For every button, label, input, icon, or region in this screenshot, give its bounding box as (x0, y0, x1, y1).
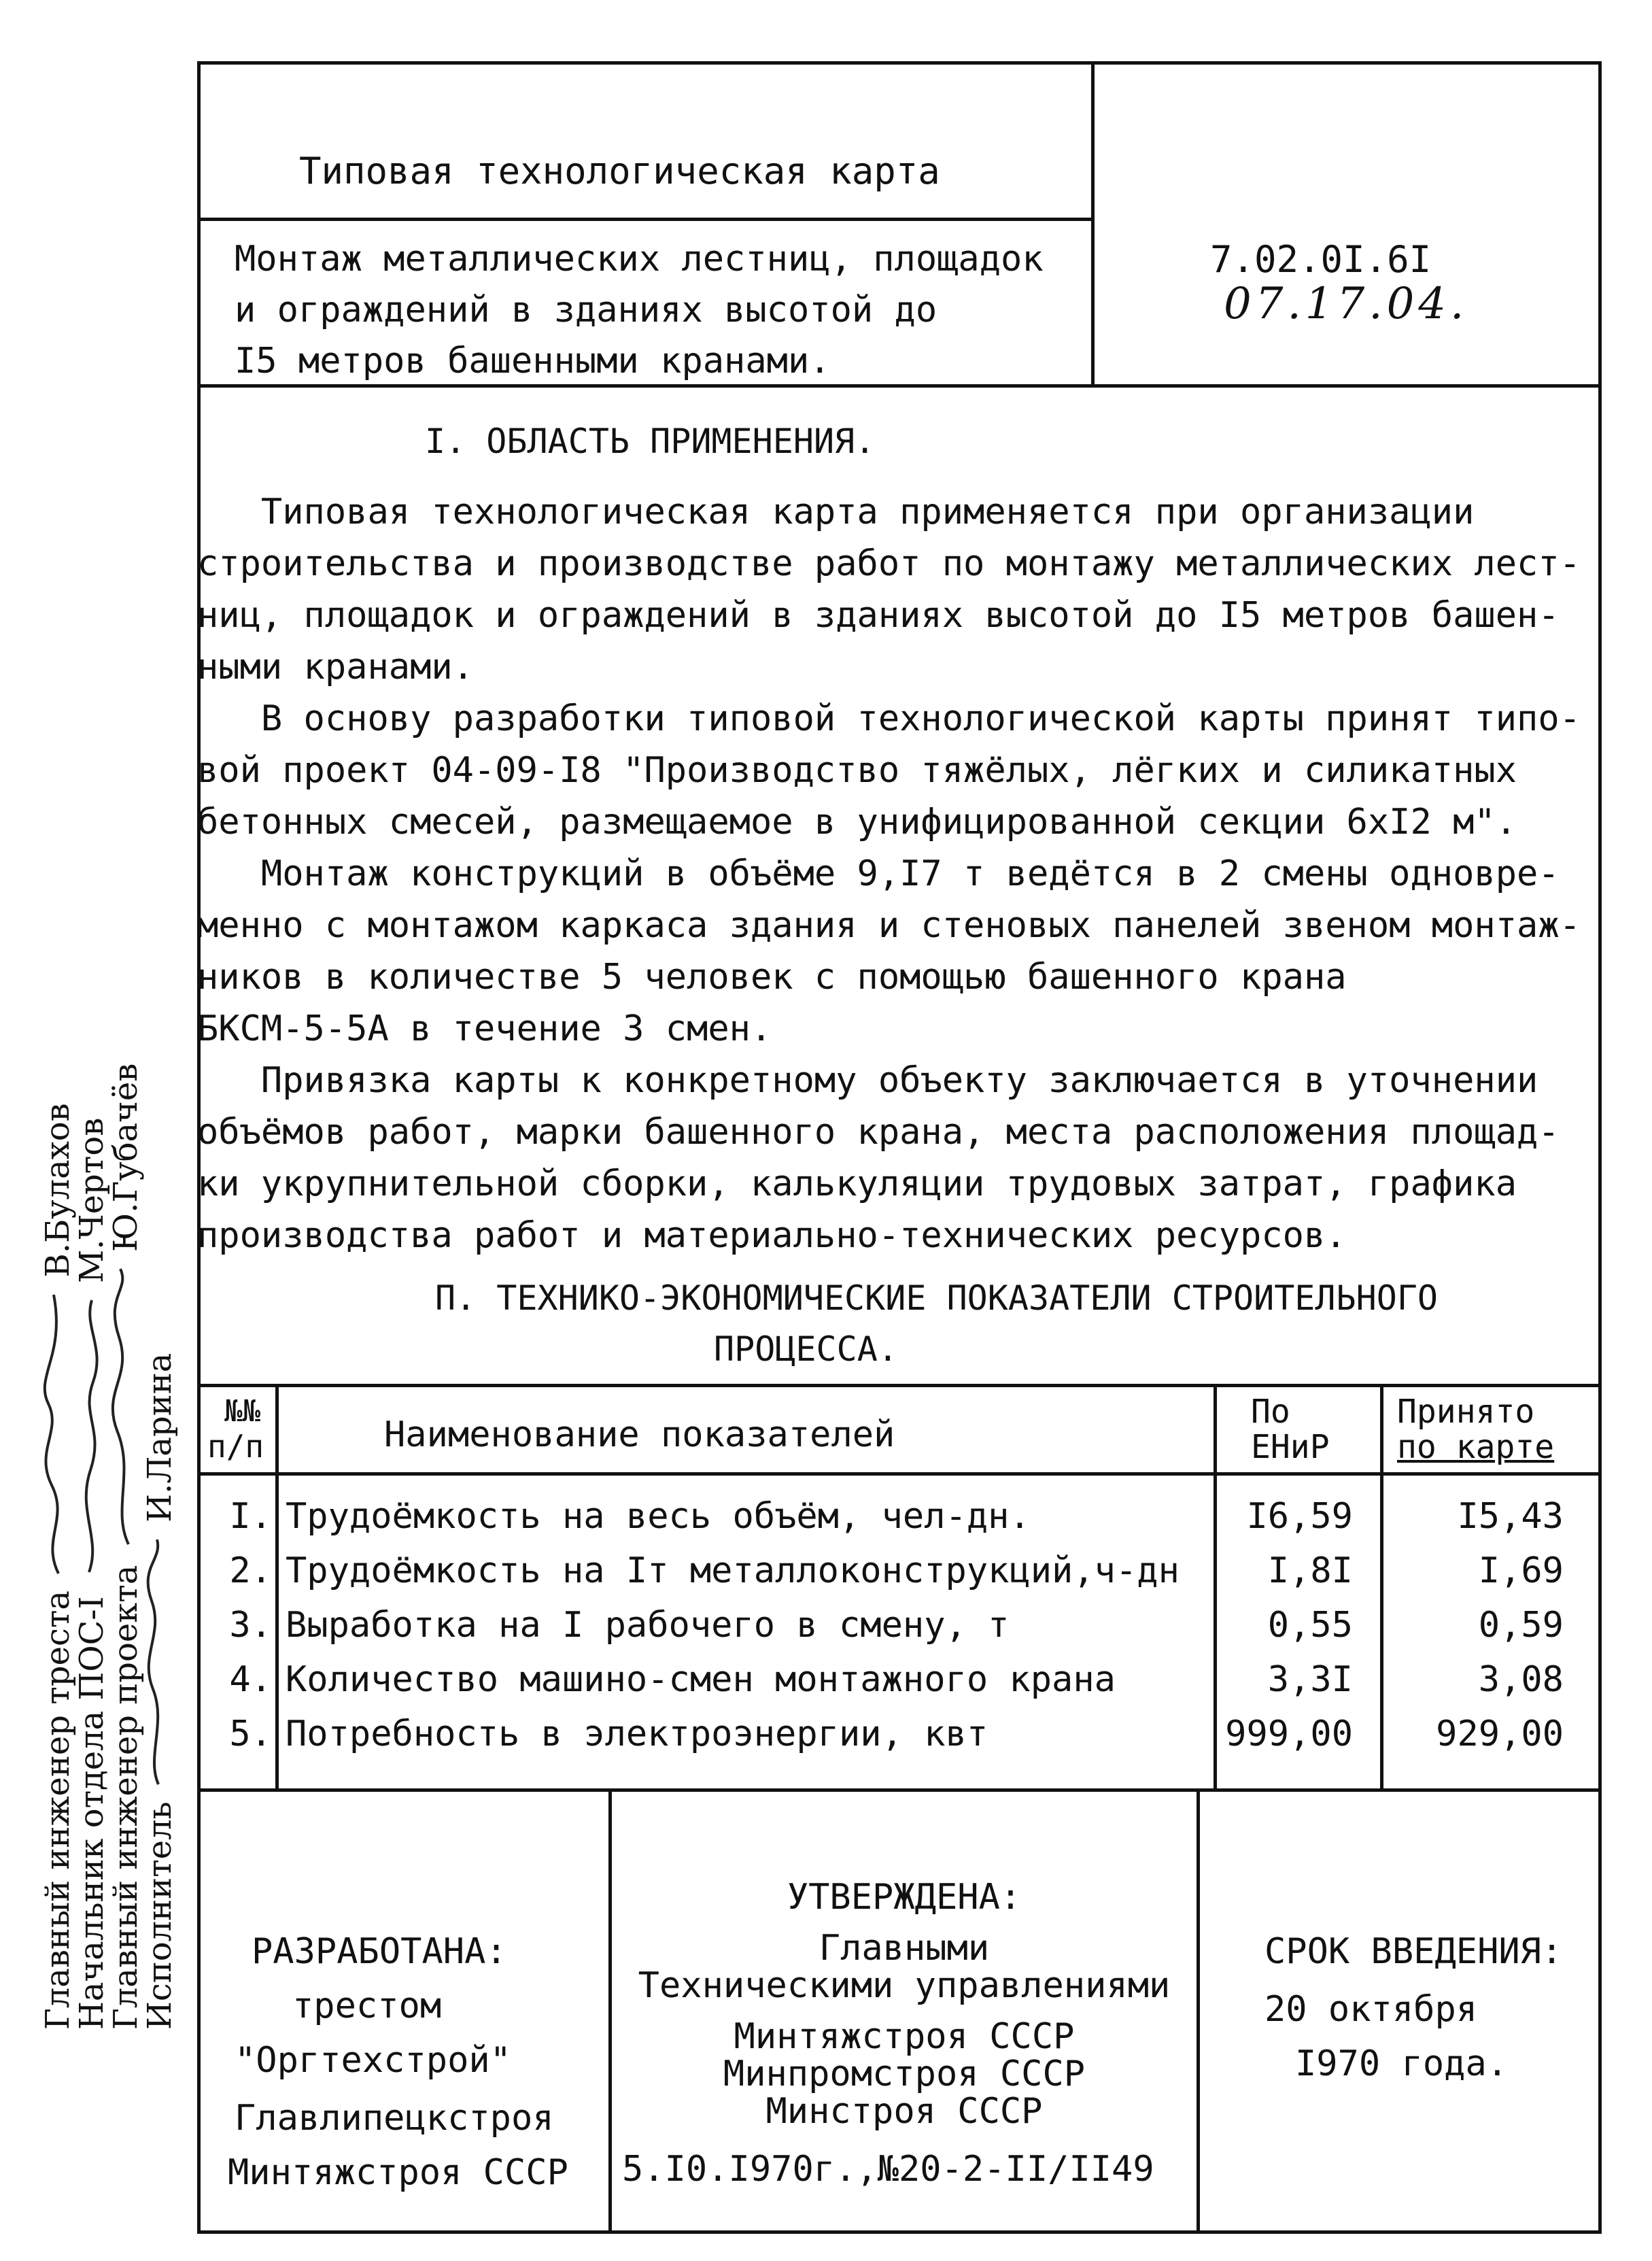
signature-block (41, 1064, 177, 2030)
signature-role-3: Главный инженер проекта (107, 1565, 145, 2030)
header-vertical-divider (1091, 61, 1095, 388)
table-row-5-enir: 999,00 (1225, 1714, 1353, 1754)
table-row-2-no: 2. (229, 1550, 272, 1591)
signature-role-4: Исполнитель (141, 1801, 179, 2030)
table-row-4-no: 4. (229, 1659, 272, 1700)
table-header-name: Наименование показателей (384, 1414, 895, 1455)
table-row-1-no: I. (229, 1496, 272, 1537)
footer-approved-line-2: Техническими управлениями (638, 1965, 1171, 2006)
footer-approved-title: УТВЕРЖДЕНА: (787, 1877, 1022, 1918)
footer-developed-line-1: трестом (292, 1986, 442, 2026)
table-row-3-name: Выработка на I рабочего в смену, т (286, 1605, 1010, 1646)
table-row-2-enir: I,8I (1267, 1550, 1353, 1591)
doc-title-line-3: I5 метров башенными кранами. (235, 341, 831, 381)
table-row-4-enir: 3,3I (1267, 1659, 1353, 1700)
table-row-2-card: I,69 (1478, 1550, 1564, 1591)
signature-name-2: М.Чертов (73, 1117, 111, 1283)
table-row-4-card: 3,08 (1478, 1659, 1564, 1700)
table-header-enir-1: По (1251, 1393, 1290, 1431)
footer-approved-date-number: 5.I0.I970г.,№20-2-II/II49 (622, 2149, 1154, 2190)
signature-role-1: Главный инженер треста (39, 1590, 77, 2030)
signature-row-3 (109, 1064, 143, 2030)
table-row-3-enir: 0,55 (1267, 1605, 1353, 1646)
signature-row-2 (75, 1064, 109, 2030)
footer-approved-line-5: Минстроя СССР (765, 2091, 1043, 2132)
signature-name-3: Ю.Губачёв (107, 1063, 145, 1252)
table-row-1-name: Трудоёмкость на весь объём, чел-дн. (286, 1496, 1031, 1537)
footer-approved-line-4: Минпромстроя СССР (723, 2054, 1086, 2094)
footer-effective-title: СРОК ВВЕДЕНИЯ: (1264, 1931, 1563, 1972)
doc-code: 7.02.0I.6I (1210, 238, 1432, 281)
table-row-4-name: Количество машино-смен монтажного крана (286, 1659, 1116, 1700)
footer-developed-line-3: Главлипецкстроя (235, 2098, 554, 2139)
footer-effective-line-1: 20 октября (1264, 1989, 1478, 2030)
signature-handwriting-3 (109, 1262, 143, 1554)
footer-developed-title: РАЗРАБОТАНА: (252, 1931, 507, 1972)
signature-row-1 (41, 1064, 75, 2030)
section2-heading-line-2: ПРОЦЕССА. (714, 1329, 898, 1369)
table-row-5-card: 929,00 (1436, 1714, 1564, 1754)
signature-name-1: В.Булахов (39, 1103, 77, 1278)
signature-handwriting-1 (41, 1288, 75, 1580)
doc-type: Типовая технологическая карта (299, 150, 940, 192)
table-bottom-border (197, 1788, 1602, 1792)
table-row-3-card: 0,59 (1478, 1605, 1564, 1646)
table-header-card-2: по карте (1397, 1428, 1555, 1466)
table-top-border (197, 1384, 1602, 1387)
table-header-enir-2: ЕНиР (1251, 1428, 1330, 1466)
footer-developed-line-2: "Оргтехстрой" (235, 2040, 511, 2081)
table-row-5-no: 5. (229, 1714, 272, 1754)
table-header-bottom (197, 1472, 1602, 1476)
doc-title-line-2: и ограждений в зданиях высотой до (235, 290, 937, 330)
doc-title-line-1: Монтаж металлических лестниц, площадок (235, 239, 1044, 279)
signature-handwriting-2 (75, 1293, 109, 1586)
header-bottom-divider (197, 384, 1602, 388)
signature-scribble-1 (41, 1288, 69, 1580)
doc-code-handwritten: 07.17.04. (1224, 279, 1468, 329)
footer-developed-line-4: Минтяжстроя СССР (228, 2152, 568, 2193)
table-row-2-name: Трудоёмкость на Iт металлоконструкций,ч-дн (286, 1550, 1180, 1591)
table-row-1-enir: I6,59 (1246, 1496, 1353, 1537)
footer-effective-line-2: I970 года. (1295, 2043, 1509, 2084)
table-row-3-no: 3. (229, 1605, 272, 1646)
section2-heading-line-1: П. ТЕХНИКО-ЭКОНОМИЧЕСКИЕ ПОКАЗАТЕЛИ СТРОИТЕЛЬНОГО (435, 1278, 1439, 1318)
signature-scribble-3 (109, 1262, 137, 1554)
section1-heading: I. ОБЛАСТЬ ПРИМЕНЕНИЯ. (425, 422, 876, 461)
signature-scribble-2 (75, 1293, 103, 1586)
footer-approved-line-3: Минтяжстроя СССР (734, 2016, 1075, 2057)
table-header-card-1: Принято (1397, 1393, 1535, 1431)
signature-scribble-4 (143, 1533, 171, 1791)
table-row-5-name: Потребность в электроэнергии, квт (286, 1714, 988, 1754)
signature-row-4 (143, 1064, 177, 2030)
table-col-divider-1 (275, 1384, 279, 1792)
signature-name-4: И.Ларина (141, 1353, 179, 1523)
footer-approved-line-1: Главными (819, 1928, 990, 1969)
footer-divider-1 (608, 1788, 612, 2234)
table-row-1-card: I5,43 (1457, 1496, 1564, 1537)
table-header-no-1: №№ (224, 1394, 260, 1429)
table-header-no-2: п/п (207, 1428, 264, 1465)
section1-paragraph: Типовая технологическая карта применяется при организации строительства и производстве работ по монтажу металлических лест- ниц, площадок и ограждений в зданиях высотой до I5 метров башен- ными кранами. В основу разработки типовой технологической карты принят типо- вой проект 04-09-I8 "Производство тяжёлых, лёгких и силикатных бетонных смесей, размещаемое в унифицированной секции 6хI2 м". Монтаж конструкций в объёме 9,I7 т ведётся в 2 смены одновре- менно с монтажом каркаса здания и стеновых панелей звеном монтаж- ников в количестве 5 человек с помощью башенного крана БКСМ-5-5А в течение 3 смен. Привязка карты к конкретному объекту заключается в уточнении объёмов работ, марки башенного крана, места расположения площад- ки укрупнительной сборки, калькуляции трудовых затрат, графика производства работ и материально-технических ресурсов. (197, 492, 1581, 1256)
footer-divider-2 (1197, 1788, 1200, 2234)
signature-role-2: Начальник отдела ПОС-I (73, 1596, 111, 2030)
signature-handwriting-4 (143, 1533, 177, 1791)
header-divider-short (197, 218, 1095, 221)
